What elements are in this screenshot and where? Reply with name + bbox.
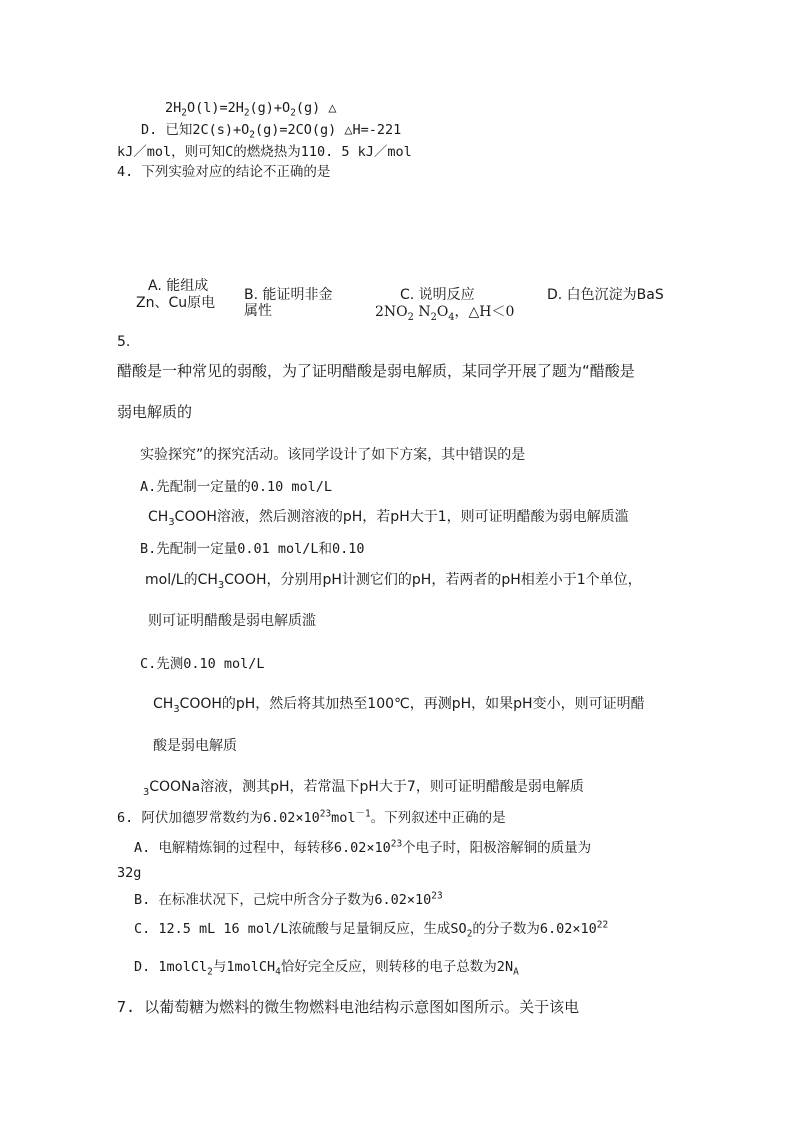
question-5-number: 5. — [117, 334, 131, 350]
q5-option-b-line1: B.先配制一定量0.01 mol/L和0.10 — [140, 541, 365, 557]
q4-option-d: D. 白色沉淀为BaS — [547, 287, 664, 303]
q4-option-b-line1: B. 能证明非金 — [244, 287, 333, 303]
question-7: 7. 以葡萄糖为燃料的微生物燃料电池结构示意图如图所示。关于该电 — [117, 998, 580, 1016]
question-6: 6. 阿伏加德罗常数约为$6.02\times 10^{23}mol^{-1}$。下列叙述中正确的是 — [117, 808, 506, 826]
q5-option-d-line: $_3$COONa溶液，测其pH，若常温下pH大于7，则可证明醋酸是弱电解质 — [143, 779, 584, 798]
q6-option-b: B. 在标准状况下，己烷中所含分子数为$6.02\times 10^{23}$ — [134, 890, 443, 908]
q6-option-a-line2: 32g — [117, 865, 142, 881]
q6-option-c: C. 12.5 mL 16 mol/L浓硫酸与足量铜反应，生成$SO_2$的分子数为$6.02\times 10^{22}$ — [134, 919, 609, 940]
option-d-line: D. 已知$2C(s)+O_2(g)=2CO(g)$ △H=-221 — [141, 122, 402, 141]
question-5-stem-line2: 弱电解质的 — [117, 403, 193, 421]
q5-option-b-line2: mol/L的$CH_3COOH$，分别用pH计测它们的pH，若两者的pH相差小于1个单位， — [145, 572, 642, 591]
q4-option-a-line1: A. 能组成 — [148, 278, 209, 294]
question-5-stem-line1: 醋酸是一种常见的弱酸，为了证明醋酸是弱电解质，某同学开展了题为“醋酸是 — [117, 362, 635, 380]
q5-option-c-line3: 酸是弱电解质 — [153, 738, 237, 754]
equation-line-1: $2H_2O(l)=2H_2(g)+O_2(g)$ △ — [165, 100, 337, 119]
question-5-stem-line3: 实验探究”的探究活动。该同学设计了如下方案，其中错误的是 — [140, 447, 526, 463]
q5-option-c-line1: C.先测0.10 mol/L — [140, 656, 265, 672]
q5-option-a-line2: $CH_3COOH$溶液，然后测溶液的pH，若pH大于1，则可证明醋酸为弱电解质滥 — [148, 509, 629, 528]
q5-option-c-line2: $CH_3COOH$的pH，然后将其加热至100℃，再测pH，如果pH变小，则可证明醋 — [153, 696, 645, 715]
q4-option-b-line2: 属性 — [244, 303, 272, 319]
option-d-continuation: kJ／mol，则可知C的燃烧热为110. 5 kJ／mol — [117, 144, 412, 160]
q5-option-a-line1: A.先配制一定量的0.10 mol/L — [140, 479, 333, 495]
q5-option-b-line3: 则可证明醋酸是弱电解质滥 — [148, 613, 316, 629]
q4-option-c-line1: C. 说明反应 — [400, 287, 475, 303]
q6-option-a-line1: A. 电解精炼铜的过程中，每转移$6.02\times 10^{23}$个电子时，阳极溶解铜的质量为 — [134, 838, 592, 856]
question-4: 4. 下列实验对应的结论不正确的是 — [117, 164, 331, 180]
q4-option-a-line2: Zn、Cu原电 — [136, 295, 216, 311]
q6-option-d: D. 1molCl$_2$与1molCH$_4$恰好完全反应，则转移的电子总数为$2N_A$ — [134, 959, 519, 978]
q4-option-c-line2: $2NO_2$ $N_2O_4$，△H＜0 — [375, 304, 515, 323]
